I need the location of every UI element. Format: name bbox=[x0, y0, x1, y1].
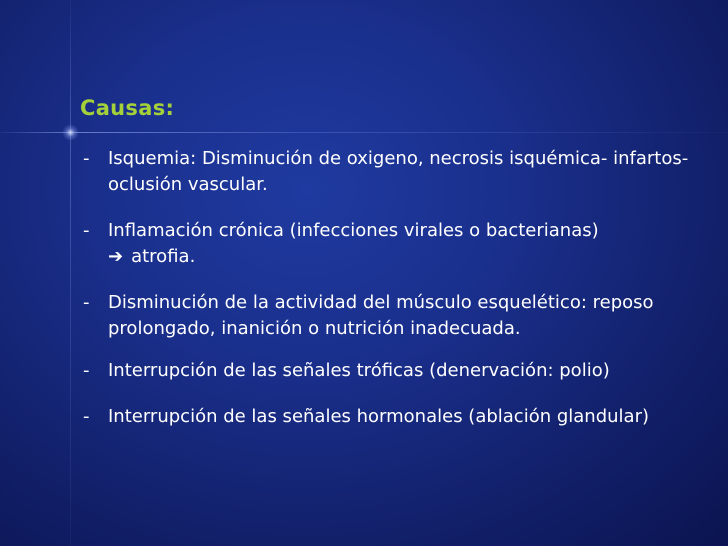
bullet-dash: - bbox=[83, 220, 90, 241]
list-item bbox=[80, 404, 720, 430]
list-item bbox=[80, 218, 720, 270]
bullet-dash: - bbox=[83, 292, 90, 313]
decorative-star-icon bbox=[62, 124, 79, 141]
decorative-vertical-line bbox=[70, 0, 71, 546]
decorative-horizontal-line bbox=[0, 132, 728, 133]
list-item-text: Inflamación crónica (infecciones virales o bacterianas) bbox=[108, 220, 599, 241]
bullet-dash: - bbox=[83, 406, 90, 427]
list-item bbox=[80, 358, 720, 384]
list-item-text: Interrupción de las señales hormonales (ablación glandular) bbox=[108, 406, 649, 427]
list-item-text: Interrupción de las señales tróficas (denervación: polio) bbox=[108, 360, 610, 381]
right-arrow-icon: ➔ bbox=[108, 246, 124, 267]
list-item bbox=[80, 146, 720, 198]
list-item-text: Isquemia: Disminución de oxigeno, necrosis isquémica- infartos- oclusión vascular. bbox=[108, 148, 689, 195]
list-item-text: Disminución de la actividad del músculo esquelético: reposo prolongado, inanición o nutrición inadecuada. bbox=[108, 292, 654, 339]
list-item-result: atrofia. bbox=[131, 246, 196, 267]
causes-list bbox=[80, 146, 720, 450]
slide-heading: Causas: bbox=[80, 96, 175, 120]
bullet-dash: - bbox=[83, 148, 90, 169]
bullet-dash: - bbox=[83, 360, 90, 381]
list-item bbox=[80, 290, 720, 342]
